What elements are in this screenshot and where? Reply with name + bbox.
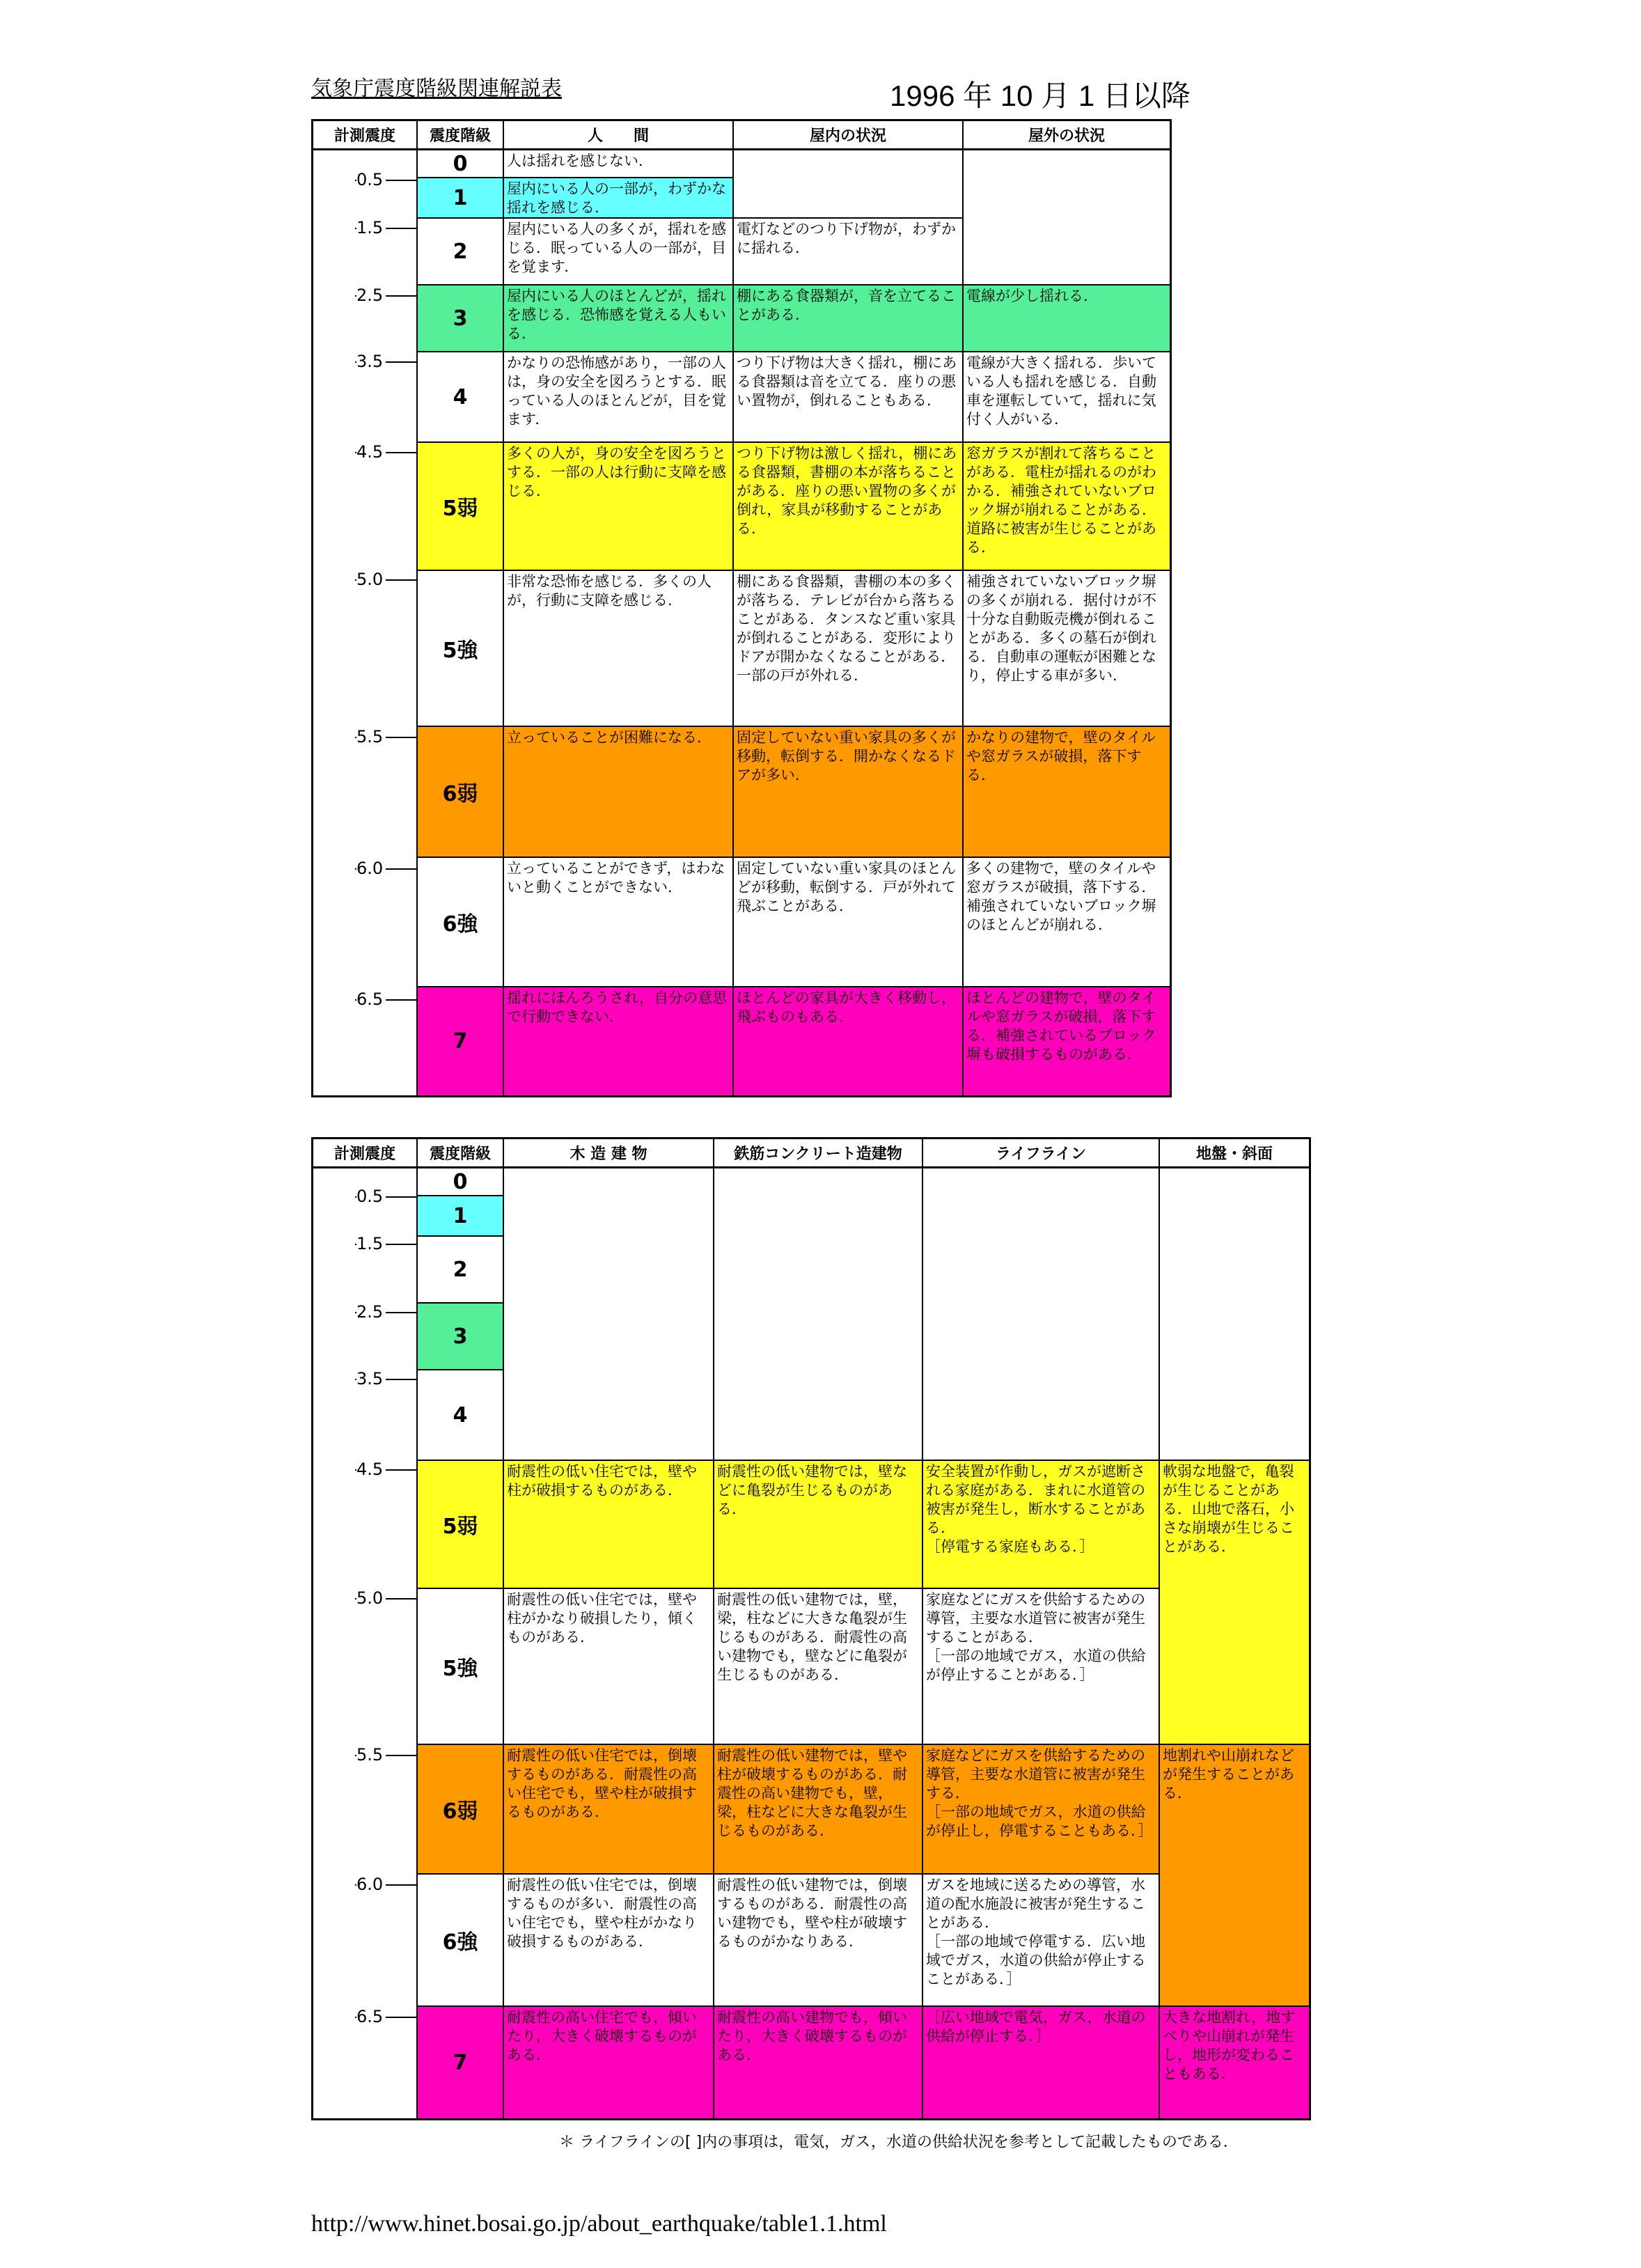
- indoor-6-upper: 固定していない重い家具のほとんどが移動，転倒する．戸が外れて飛ぶことがある．: [734, 858, 964, 987]
- human-0: 人は揺れを感じない．: [504, 150, 734, 178]
- level-4: 4: [418, 352, 504, 443]
- ground-6: 地割れや山崩れなどが発生することがある．: [1160, 1745, 1309, 2007]
- scale-value: 0.5: [356, 170, 386, 189]
- human-7: 揺れにほんろうされ，自分の意思で行動できない．: [504, 987, 734, 1095]
- scale-value: 5.0: [356, 570, 386, 589]
- header-lifelines: ライフライン: [923, 1139, 1160, 1168]
- level-7: 7: [418, 987, 504, 1095]
- level-6-lower: 6弱: [418, 1745, 504, 1875]
- rc-5-upper: 耐震性の低い建物では，壁，梁，柱などに大きな亀裂が生じるものがある．耐震性の高い建物でも，壁などに亀裂が生じるものがある．: [714, 1589, 923, 1745]
- outdoor-6-lower: かなりの建物で，壁のタイルや窓ガラスが破損，落下する．: [964, 727, 1170, 858]
- indoor-6-lower: 固定していない重い家具の多くが移動，転倒する．開かなくなるドアが多い．: [734, 727, 964, 858]
- scale-value: 6.0: [356, 1875, 386, 1894]
- indoor-empty: [734, 150, 964, 219]
- outdoor-4: 電線が大きく揺れる．歩いている人も揺れを感じる．自動車を運転していて，揺れに気付く人がいる．: [964, 352, 1170, 443]
- level-7: 7: [418, 2007, 504, 2118]
- lifeline-6-upper: ガスを地域に送るための導管，水道の配水施設に被害が発生することがある． ［一部の地域で停電する．広い地域でガス，水道の供給が停止することがある．］: [923, 1875, 1160, 2007]
- header-human: 人 間: [504, 121, 734, 150]
- level-0: 0: [418, 1168, 504, 1196]
- human-6-upper: 立っていることができず，はわないと動くことができない．: [504, 858, 734, 987]
- human-3: 屋内にいる人のほとんどが，揺れを感じる．恐怖感を覚える人もいる．: [504, 286, 734, 352]
- level-5-lower: 5弱: [418, 1461, 504, 1589]
- scale-value: 2.5: [356, 1302, 386, 1322]
- intensity-table-human: [311, 119, 1172, 1097]
- measured-intensity-scale: [313, 1168, 418, 2118]
- indoor-4: つり下げ物は大きく揺れ，棚にある食器類は音を立てる．座りの悪い置物が，倒れることもある．: [734, 352, 964, 443]
- wood-6-lower: 耐震性の低い住宅では，倒壊するものがある．耐震性の高い住宅でも，壁や柱が破損するものがある．: [504, 1745, 714, 1875]
- header-measured-intensity: 計測震度: [313, 121, 418, 150]
- scale-value: 5.5: [356, 1745, 386, 1765]
- human-5-upper: 非常な恐怖を感じる．多くの人が，行動に支障を感じる．: [504, 571, 734, 727]
- level-5-upper: 5強: [418, 571, 504, 727]
- outdoor-6-upper: 多くの建物で，壁のタイルや窓ガラスが破損，落下する．補強されていないブロック塀のほとんどが崩れる．: [964, 858, 1170, 987]
- outdoor-5-upper: 補強されていないブロック塀の多くが崩れる．据付けが不十分な自動販売機が倒れることがある．多くの墓石が倒れる．自動車の運転が困難となり，停止する車が多い．: [964, 571, 1170, 727]
- lifeline-6-lower: 家庭などにガスを供給するための導管，主要な水道管に被害が発生する． ［一部の地域でガス，水道の供給が停止し，停電することもある．］: [923, 1745, 1160, 1875]
- human-1: 屋内にいる人の一部が，わずかな揺れを感じる．: [504, 178, 734, 219]
- scale-value: 4.5: [356, 1460, 386, 1479]
- outdoor-3: 電線が少し揺れる．: [964, 286, 1170, 352]
- human-5-lower: 多くの人が，身の安全を図ろうとする．一部の人は行動に支障を感じる．: [504, 443, 734, 571]
- level-5-lower: 5弱: [418, 443, 504, 571]
- level-6-lower: 6弱: [418, 727, 504, 858]
- ground-7: 大きな地割れ，地すべりや山崩れが発生し，地形が変わることもある．: [1160, 2007, 1309, 2118]
- indoor-2: 電灯などのつり下げ物が，わずかに揺れる．: [734, 219, 964, 286]
- scale-value: 2.5: [356, 286, 386, 305]
- header-wooden-buildings: 木 造 建 物: [504, 1139, 714, 1168]
- indoor-5-upper: 棚にある食器類，書棚の本の多くが落ちる．テレビが台から落ちることがある．タンスなど重い家具が倒れることがある．変形によりドアが開かなくなることがある．一部の戸が外れる．: [734, 571, 964, 727]
- scale-value: 3.5: [356, 352, 386, 371]
- source-url: http://www.hinet.bosai.go.jp/about_earthquake/table1.1.html: [311, 2211, 887, 2237]
- lifeline-7: ［広い地域で電気，ガス，水道の供給が停止する．］: [923, 2007, 1160, 2118]
- rc-empty: [714, 1168, 923, 1461]
- level-1: 1: [418, 178, 504, 219]
- level-2: 2: [418, 219, 504, 286]
- human-4: かなりの恐怖感があり，一部の人は，身の安全を図ろうとする．眠っている人のほとんどが，目を覚ます．: [504, 352, 734, 443]
- wood-5-lower: 耐震性の低い住宅では，壁や柱が破損するものがある．: [504, 1461, 714, 1589]
- header-rc-buildings: 鉄筋コンクリート造建物: [714, 1139, 923, 1168]
- ground-5: 軟弱な地盤で，亀裂が生じることがある．山地で落石，小さな崩壊が生じることがある．: [1160, 1461, 1309, 1745]
- indoor-3: 棚にある食器類が，音を立てることがある．: [734, 286, 964, 352]
- effective-date: 1996 年 10 月 1 日以降: [890, 79, 1191, 112]
- measured-intensity-scale: [313, 150, 418, 1095]
- intensity-table-structures: [311, 1137, 1311, 2120]
- human-6-lower: 立っていることが困難になる．: [504, 727, 734, 858]
- header-intensity-level: 震度階級: [418, 1139, 504, 1168]
- level-0: 0: [418, 150, 504, 178]
- rc-6-lower: 耐震性の低い建物では，壁や柱が破壊するものがある．耐震性の高い建物でも，壁，梁，柱などに大きな亀裂が生じるものがある．: [714, 1745, 923, 1875]
- scale-value: 6.5: [356, 2007, 386, 2026]
- level-5-upper: 5強: [418, 1589, 504, 1745]
- level-6-upper: 6強: [418, 1875, 504, 2007]
- header-intensity-level: 震度階級: [418, 121, 504, 150]
- rc-6-upper: 耐震性の低い建物では，倒壊するものがある．耐震性の高い建物でも，壁や柱が破壊するものがかなりある．: [714, 1875, 923, 2007]
- header-measured-intensity: 計測震度: [313, 1139, 418, 1168]
- scale-value: 3.5: [356, 1369, 386, 1389]
- outdoor-empty: [964, 150, 1170, 286]
- lifeline-5-lower: 安全装置が作動し，ガスが遮断される家庭がある．まれに水道管の被害が発生し，断水することがある． ［停電する家庭もある．］: [923, 1461, 1160, 1589]
- level-6-upper: 6強: [418, 858, 504, 987]
- indoor-7: ほとんどの家具が大きく移動し，飛ぶものもある．: [734, 987, 964, 1095]
- lifeline-5-upper: 家庭などにガスを供給するための導管，主要な水道管に被害が発生することがある． ［一部の地域でガス，水道の供給が停止することがある．］: [923, 1589, 1160, 1745]
- outdoor-5-lower: 窓ガラスが割れて落ちることがある．電柱が揺れるのがわかる．補強されていないブロック塀が崩れることがある．道路に被害が生じることがある．: [964, 443, 1170, 571]
- lifeline-footnote: ＊ ライフラインの[ ]内の事項は，電気，ガス，水道の供給状況を参考として記載したものである．: [559, 2134, 1239, 2151]
- scale-value: 5.0: [356, 1588, 386, 1608]
- ground-empty: [1160, 1168, 1309, 1461]
- scale-value: 4.5: [356, 442, 386, 462]
- scale-value: 1.5: [356, 1234, 386, 1253]
- header-indoor: 屋内の状況: [734, 121, 964, 150]
- scale-value: 6.5: [356, 990, 386, 1009]
- level-3: 3: [418, 1304, 504, 1370]
- scale-value: 5.5: [356, 727, 386, 746]
- wood-7: 耐震性の高い住宅でも，傾いたり，大きく破壊するものがある．: [504, 2007, 714, 2118]
- lifeline-empty: [923, 1168, 1160, 1461]
- level-3: 3: [418, 286, 504, 352]
- scale-value: 0.5: [356, 1187, 386, 1206]
- document-title: 気象庁震度階級関連解説表: [311, 77, 562, 101]
- level-1: 1: [418, 1196, 504, 1237]
- scale-value: 1.5: [356, 218, 386, 237]
- level-4: 4: [418, 1370, 504, 1461]
- rc-7: 耐震性の高い建物でも，傾いたり，大きく破壊するものがある．: [714, 2007, 923, 2118]
- wood-empty: [504, 1168, 714, 1461]
- wood-6-upper: 耐震性の低い住宅では，倒壊するものが多い．耐震性の高い住宅でも，壁や柱がかなり破損するものがある．: [504, 1875, 714, 2007]
- scale-value: 6.0: [356, 859, 386, 878]
- header-outdoor: 屋外の状況: [964, 121, 1170, 150]
- header-ground-slopes: 地盤・斜面: [1160, 1139, 1309, 1168]
- rc-5-lower: 耐震性の低い建物では，壁などに亀裂が生じるものがある．: [714, 1461, 923, 1589]
- indoor-5-lower: つり下げ物は激しく揺れ，棚にある食器類，書棚の本が落ちることがある．座りの悪い置物の多くが倒れ，家具が移動することがある．: [734, 443, 964, 571]
- level-2: 2: [418, 1237, 504, 1304]
- wood-5-upper: 耐震性の低い住宅では，壁や柱がかなり破損したり，傾くものがある．: [504, 1589, 714, 1745]
- outdoor-7: ほとんどの建物で，壁のタイルや窓ガラスが破損，落下する．補強されているブロック塀も破損するものがある．: [964, 987, 1170, 1095]
- human-2: 屋内にいる人の多くが，揺れを感じる．眠っている人の一部が，目を覚ます．: [504, 219, 734, 286]
